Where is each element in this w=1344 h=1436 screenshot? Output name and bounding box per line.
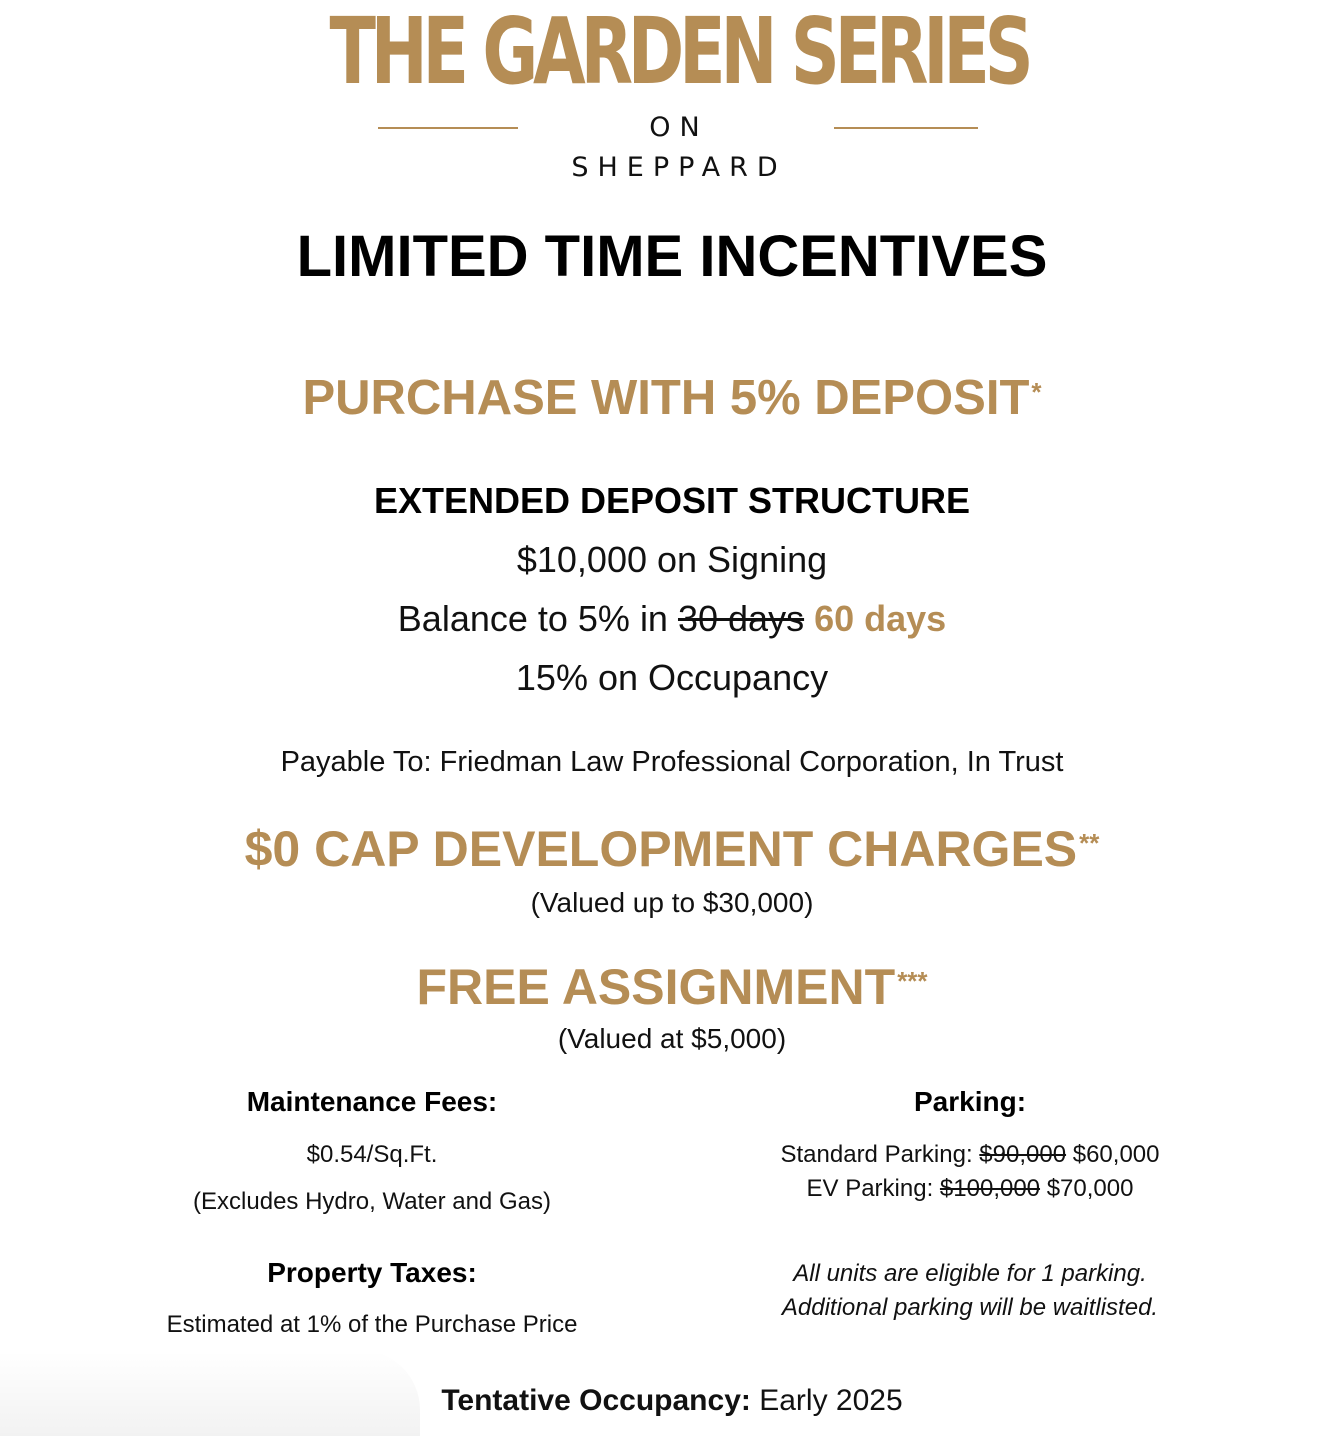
development-charges-value: (Valued up to $30,000) [530,887,814,918]
maintenance-heading: Maintenance Fees: [246,1086,498,1117]
deposit-heading [0,368,1344,428]
page-title: LIMITED TIME INCENTIVES [296,224,1048,289]
free-assignment-heading [0,956,1344,1018]
development-charges-heading [0,818,1344,880]
development-charges-heading-text: $0 CAP DEVELOPMENT CHARGES [244,821,1078,877]
property-taxes-text: Estimated at 1% of the Purchase Price [166,1311,578,1338]
logo-divider-right [834,127,978,129]
development-charges-footnote-mark: ** [1079,828,1100,858]
maintenance-note: (Excludes Hydro, Water and Gas) [193,1188,551,1215]
deposit-occupancy: 15% on Occupancy [515,657,829,698]
logo-title: THE GARDEN SERIES [329,0,1029,105]
parking-heading: Parking: [913,1086,1027,1117]
occupancy-label: Tentative Occupancy: [441,1384,751,1417]
free-assignment-value: (Valued at $5,000) [557,1023,787,1054]
deposit-structure-title: EXTENDED DEPOSIT STRUCTURE [373,480,971,521]
logo-divider-left [378,127,518,129]
logo-subtitle: ON SHEPPARD [571,112,787,183]
parking-standard-old: $90,000 [979,1141,1067,1168]
parking-standard-new: $60,000 [1072,1141,1160,1168]
occupancy-value: Early 2025 [759,1384,903,1417]
deposit-balance [0,597,1344,641]
parking-standard-label: Standard Parking: [780,1141,973,1168]
deposit-footnote-mark: * [1031,377,1042,407]
deposit-balance-new: 60 days [814,598,947,639]
parking-ev [720,1173,1220,1205]
parking-note-line1: All units are eligible for 1 parking. [793,1260,1147,1287]
parking-ev-label: EV Parking: [806,1175,934,1202]
deposit-balance-prefix: Balance to 5% in [397,598,668,639]
free-assignment-heading-text: FREE ASSIGNMENT [416,959,896,1015]
parking-ev-new: $70,000 [1046,1175,1134,1202]
deposit-balance-old: 30 days [677,598,805,639]
maintenance-rate: $0.54/Sq.Ft. [306,1141,438,1168]
deposit-heading-text: PURCHASE WITH 5% DEPOSIT [302,371,1030,425]
parking-note-line2: Additional parking will be waitlisted. [781,1294,1159,1321]
logo-subtitle-row [378,108,978,183]
property-taxes-heading: Property Taxes: [267,1257,477,1288]
tentative-occupancy [0,1382,1344,1420]
parking-standard [720,1139,1220,1171]
deposit-payable: Payable To: Friedman Law Professional Corporation, In Trust [280,746,1064,778]
free-assignment-footnote-mark: *** [897,966,928,996]
right-column [720,1084,1220,1334]
parking-ev-old: $100,000 [939,1175,1041,1202]
deposit-signing: $10,000 on Signing [516,539,828,580]
left-column [122,1084,622,1354]
